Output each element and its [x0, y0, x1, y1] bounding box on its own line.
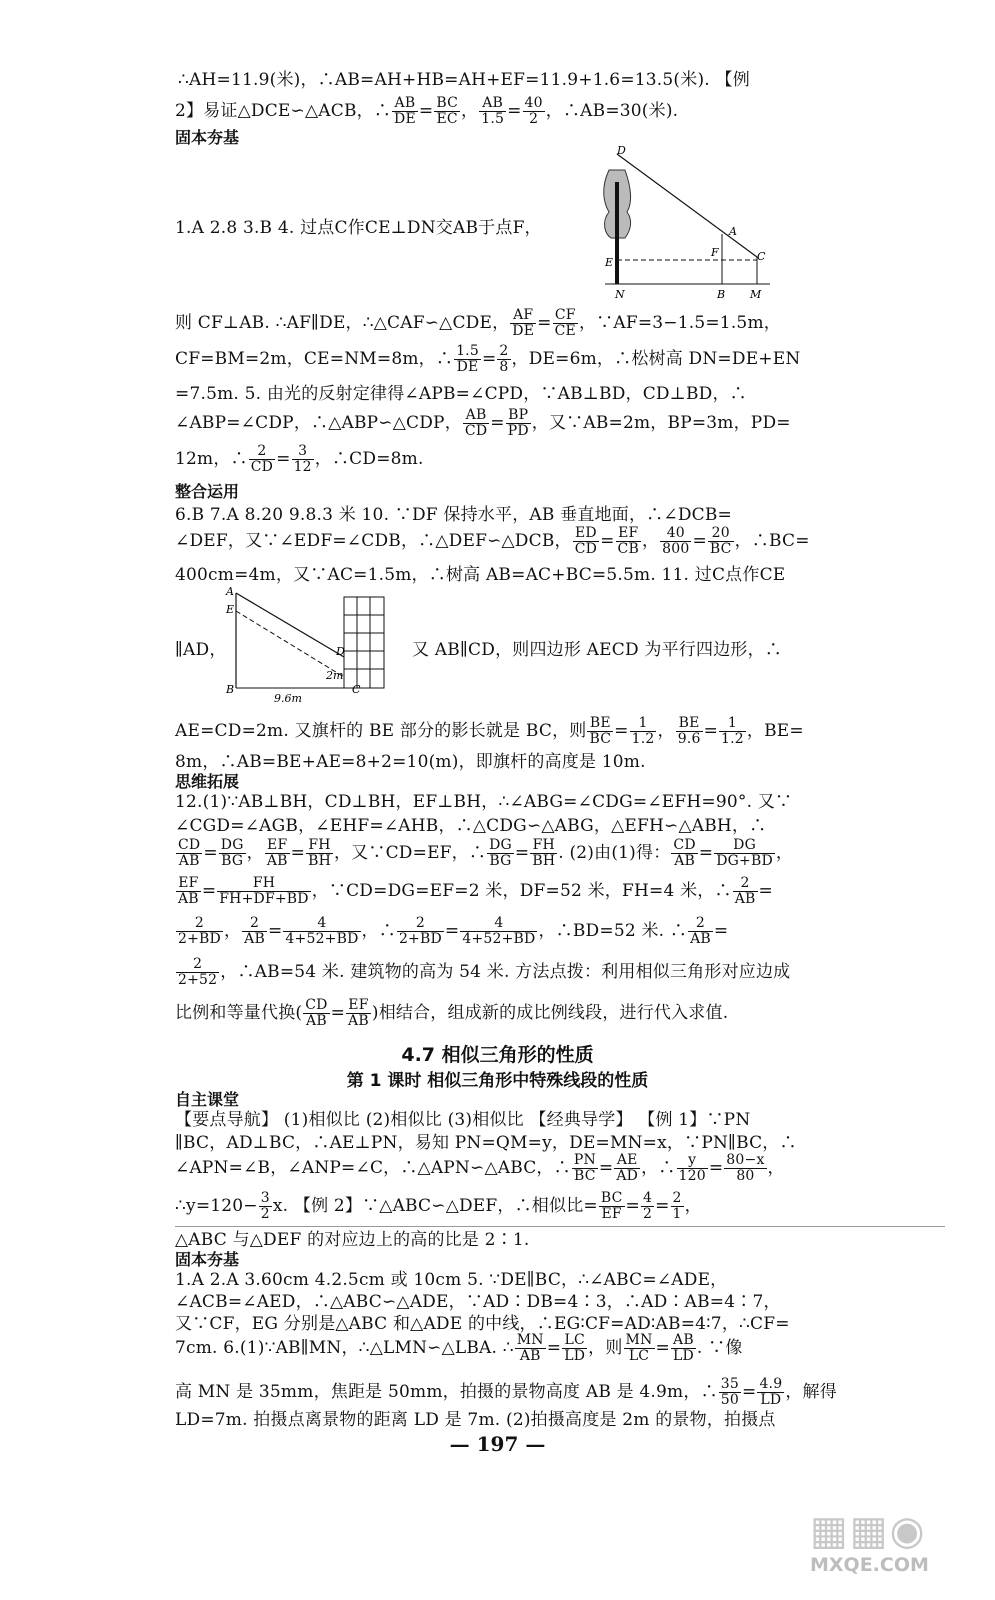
- svg-text:M: M: [750, 288, 762, 301]
- fraction: $\frac{2}{8}$: [499, 343, 509, 375]
- svg-text:A: A: [729, 225, 737, 238]
- text-line: 1.A 2.A 3.60cm 4.2.5cm 或 10cm 5. ∵DE∥BC，∴∠ABC=∠ADE，: [175, 1270, 728, 1290]
- text-line: ∠ABP=∠CDP，∴△ABP∽△CDP， $\frac{AB}{CD}$ = $\frac{BP}{PD}$ ，又∵AB=2m，BP=3m，PD=: [175, 407, 791, 439]
- fraction: $\frac{4}{4+52+BD}$: [462, 915, 536, 947]
- text-span: ，又∵AB=2m，BP=3m，PD=: [531, 413, 791, 433]
- text-line: 7cm. 6.(1)∵AB∥MN，∴△LMN∽△LBA. ∴ $\frac{MN}{AB}$ = $\frac{LC}{LD}$ ，则 $\frac{MN}{LC}$ = $\frac{AB}{LD}$ . ∵像: [175, 1332, 743, 1364]
- fraction: $\frac{CD}{AB}$: [305, 997, 328, 1029]
- lesson-subtitle: 第 1 课时 相似三角形中特殊线段的性质: [346, 1071, 649, 1091]
- text-span: ∠APN=∠B，∠ANP=∠C，∴△APN∽△ABC，∴: [175, 1158, 571, 1178]
- text-line: 1.A 2.8 3.B 4. 过点C作CE⊥DN交AB于点F，: [175, 218, 542, 238]
- text-span: ，又∵CD=EF，∴: [333, 843, 487, 863]
- text-span: AE=CD=2m. 又旗杆的 BE 部分的影长就是 BC，则: [175, 721, 587, 741]
- svg-text:N: N: [615, 288, 625, 301]
- fraction: $\frac{PN}{BC}$: [573, 1152, 596, 1184]
- text-span: 12m，∴: [175, 449, 248, 469]
- fraction: $\frac{FH}{BH}$: [308, 837, 331, 869]
- text-line: $\frac{2}{2+BD}$ ， $\frac{2}{AB}$ = $\frac{4}{4+52+BD}$ ，∴ $\frac{2}{2+BD}$ = $\frac{4}{4+52+BD}$ ，∴BD=52 米. ∴ $\frac{2}{AB}$ =: [178, 915, 729, 947]
- flagpole-figure: [222, 585, 402, 705]
- fraction: $\frac{20}{BC}$: [709, 525, 732, 557]
- text-span: 比例和等量代换: [175, 1003, 296, 1023]
- fraction: $\frac{BP}{PD}$: [507, 407, 529, 439]
- fraction: $\frac{4.9}{LD}$: [759, 1376, 783, 1408]
- fraction: $\frac{1}{1.2}$: [721, 715, 744, 747]
- text-span: ，BE=: [746, 721, 804, 741]
- text-line: 又∵CF，EG 分别是△ABC 和△ADE 的中线，∴EG∶CF=AD∶AB=4∶7，∴CF=: [175, 1314, 790, 1334]
- fraction: $\frac{EF}{AB}$: [266, 837, 288, 869]
- text-line: ∠CGD=∠AGB，∠EHF=∠AHB，∴△CDG∽△ABG，△EFH∽△ABH，∴: [175, 816, 767, 836]
- fraction: $\frac{CD}{AB}$: [673, 837, 696, 869]
- text-line: ∴y=120− $\frac{3}{2}$ x. 【例 2】∵△ABC∽△DEF，∴相似比= $\frac{BC}{EF}$ = $\frac{4}{2}$ = $\frac{2}{1}$ ，: [175, 1190, 702, 1222]
- fraction: $\frac{EF}{AB}$: [348, 997, 369, 1029]
- fraction: $\frac{MN}{AB}$: [516, 1332, 544, 1364]
- text-line: ∴AH=11.9(米)，∴AB=AH+HB=AH+EF=11.9+1.6=13.5(米). 【例: [178, 70, 750, 90]
- text-span: ∠ABP=∠CDP，∴△ABP∽△CDP，: [175, 413, 462, 433]
- watermark-text: MXQE.COM: [810, 1554, 929, 1576]
- fraction: $\frac{40}{800}$: [662, 525, 690, 557]
- fraction: $\frac{4}{2}$: [642, 1190, 653, 1222]
- fraction: $\frac{80-x}{80}$: [726, 1152, 765, 1184]
- fraction: $\frac{EF}{CB}$: [617, 525, 639, 557]
- fraction: $\frac{40}{2}$: [524, 95, 543, 127]
- fraction: $\frac{2}{1}$: [672, 1190, 682, 1222]
- text-span: . ∵像: [696, 1338, 743, 1358]
- text-span: 2】易证△DCE∽△ACB，∴: [175, 101, 392, 121]
- svg-text:C: C: [757, 250, 766, 263]
- text-line: ∥BC，AD⊥BC，∴AE⊥PN，易知 PN=QM=y，DE=MN=x，∵PN∥BC，∴: [175, 1133, 797, 1153]
- fraction: $\frac{LC}{LD}$: [564, 1332, 586, 1364]
- fraction: $\frac{1.5}{DE}$: [456, 343, 479, 375]
- watermark-logo: ▦▦◉ MXQE.COM: [810, 1508, 980, 1588]
- text-line: ∠APN=∠B，∠ANP=∠C，∴△APN∽△ABC，∴ $\frac{PN}{BC}$ = $\frac{AE}{AD}$ ，∴ $\frac{y}{120}$ = $\frac{80-x}{80}$ ，: [175, 1152, 785, 1184]
- text-span: ，∵CD=DG=EF=2 米，DF=52 米，FH=4 米，∴: [311, 881, 732, 901]
- text-line: ∥AD，: [175, 640, 227, 660]
- text-line: 高 MN 是 35mm，焦距是 50mm，拍摄的景物高度 AB 是 4.9m，∴ $\frac{35}{50}$ = $\frac{4.9}{LD}$ ，解得: [175, 1376, 837, 1408]
- text-line: ∠DEF，又∵∠EDF=∠CDB，∴△DEF∽△DCB， $\frac{ED}{CD}$ = $\frac{EF}{CB}$ ， $\frac{40}{800}$ = $\frac{20}{BC}$ ，∴BC=: [175, 525, 810, 557]
- svg-text:D: D: [617, 144, 626, 157]
- fraction: $\frac{3}{12}$: [293, 443, 312, 475]
- text-span: ∴y=120−: [175, 1196, 258, 1216]
- svg-text:D: D: [336, 645, 345, 658]
- divider: [175, 1226, 945, 1227]
- text-line: 【要点导航】 (1)相似比 (2)相似比 (3)相似比 【经典导学】 【例 1】∵PN: [175, 1110, 751, 1130]
- fraction: $\frac{2}{AB}$: [734, 875, 756, 907]
- fraction: $\frac{BE}{BC}$: [589, 715, 612, 747]
- section-title: 4.7 相似三角形的性质: [401, 1044, 594, 1066]
- text-line: $\frac{CD}{AB}$ = $\frac{DG}{BG}$ ， $\frac{EF}{AB}$ = $\frac{FH}{BH}$ ，又∵CD=EF，∴ $\frac{DG}{BG}$ = $\frac{FH}{BH}$ . (2)由(1)得： $\frac{CD}{AB}$ = $\frac{DG}{DG+BD}$ ，: [178, 837, 794, 869]
- text-line: 2】易证△DCE∽△ACB，∴ $\frac{AB}{DE}$ = $\frac{BC}{EC}$ ， $\frac{AB}{1.5}$ = $\frac{40}{2}$ ，∴AB=30(米).: [175, 95, 679, 127]
- svg-text:9.6m: 9.6m: [274, 692, 302, 705]
- fraction: $\frac{35}{50}$: [720, 1376, 739, 1408]
- fraction: $\frac{DG}{DG+BD}$: [716, 837, 773, 869]
- text-line: [175, 955, 995, 989]
- text-span: ，则: [588, 1338, 623, 1358]
- fraction: $\frac{FH}{FH+DF+BD}$: [219, 875, 309, 907]
- svg-text:2m: 2m: [326, 669, 344, 682]
- fraction: $\frac{BC}{EF}$: [600, 1190, 623, 1222]
- fraction: $\frac{BC}{EC}$: [436, 95, 459, 127]
- text-span: . (2)由(1)得：: [558, 843, 671, 863]
- text-line: CF=BM=2m，CE=NM=8m，∴ $\frac{1.5}{DE}$ = $\frac{2}{8}$ ，DE=6m，∴松树高 DN=DE+EN: [175, 343, 801, 375]
- text-line: $\frac{EF}{AB}$ = $\frac{FH}{FH+DF+BD}$ ，∵CD=DG=EF=2 米，DF=52 米，FH=4 米，∴ $\frac{2}{AB}$ =: [178, 875, 773, 907]
- text-line: ∠ACB=∠AED，∴△ABC∽△ADE，∵AD∶DB=4∶3，∴AD∶AB=4∶7，: [175, 1292, 781, 1312]
- text-span: ，∴BD=52 米. ∴: [538, 921, 688, 941]
- svg-text:B: B: [717, 288, 726, 301]
- fraction: $\frac{ED}{CD}$: [574, 525, 598, 557]
- svg-text:A: A: [226, 585, 234, 598]
- text-line: 比例和等量代换( $\frac{CD}{AB}$ = $\frac{EF}{AB}$ )相结合，组成新的成比例线段，进行代入求值.: [175, 997, 729, 1029]
- fraction: $\frac{4}{4+52+BD}$: [285, 915, 359, 947]
- fraction: $\frac{CF}{CE}$: [554, 307, 576, 339]
- text-span: 高 MN 是 35mm，焦距是 50mm，拍摄的景物高度 AB 是 4.9m，∴: [175, 1382, 718, 1402]
- svg-text:E: E: [605, 256, 614, 269]
- fraction: $\frac{DG}{BG}$: [489, 837, 512, 869]
- fraction: $\frac{DG}{BG}$: [220, 837, 244, 869]
- section-heading: 自主课堂: [175, 1090, 240, 1109]
- svg-text:F: F: [711, 246, 719, 259]
- fraction: $\frac{CD}{AB}$: [178, 837, 201, 869]
- fraction: $\frac{2}{CD}$: [250, 443, 274, 475]
- fraction: $\frac{AB}{CD}$: [464, 407, 488, 439]
- section-heading: 固本夯基: [175, 128, 240, 147]
- text-span: ，∵AF=3−1.5=1.5m，: [578, 313, 781, 333]
- text-span: ，∴AB=54 米. 建筑物的高为 54 米. 方法点拨：利用相似三角形对应边成: [220, 962, 791, 982]
- text-span: x. 【例 2】∵△ABC∽△DEF，∴相似比=: [272, 1196, 598, 1216]
- section-heading: 思维拓展: [175, 772, 240, 791]
- fraction: $\frac{2}{2+BD}$: [398, 915, 442, 947]
- fraction: $\frac{1}{1.2}$: [631, 715, 655, 747]
- text-line: 6.B 7.A 8.20 9.8.3 米 10. ∵DF 保持水平，AB 垂直地面，∴∠DCB=: [175, 505, 732, 525]
- section-heading: 整合运用: [175, 482, 240, 501]
- fraction: $\frac{2}{2+52}$: [178, 956, 218, 988]
- text-span: CF=BM=2m，CE=NM=8m，∴: [175, 349, 454, 369]
- section-heading: 固本夯基: [175, 1250, 240, 1269]
- text-span: 则 CF⊥AB. ∴AF∥DE，∴△CAF∽△CDE，: [175, 313, 510, 333]
- text-line: △ABC 与△DEF 的对应边上的高的比是 2∶1.: [175, 1230, 530, 1250]
- fraction: $\frac{2}{2+BD}$: [178, 915, 221, 947]
- text-line: =7.5m. 5. 由光的反射定律得∠APB=∠CPD，∵AB⊥BD，CD⊥BD，∴: [175, 384, 747, 404]
- text-span: 相结合，组成新的成比例线段，进行代入求值.: [378, 1003, 729, 1023]
- fraction: $\frac{AB}{DE}$: [394, 95, 416, 127]
- page-number-value: 197: [476, 1432, 519, 1456]
- fraction: $\frac{EF}{AB}$: [178, 875, 199, 907]
- fraction: $\frac{2}{AB}$: [244, 915, 265, 947]
- fraction: $\frac{AF}{DE}$: [512, 307, 535, 339]
- fraction: $\frac{FH}{BH}$: [532, 837, 556, 869]
- text-line: 400cm=4m，又∵AC=1.5m，∴树高 AB=AC+BC=5.5m. 11. 过C点作CE: [175, 565, 786, 585]
- fraction: $\frac{2}{AB}$: [690, 915, 711, 947]
- text-line: 又 AB∥CD，则四边形 AECD 为平行四边形，∴: [412, 640, 782, 660]
- text-span: ，∴BC=: [734, 531, 810, 551]
- text-span: ，DE=6m，∴松树高 DN=DE+EN: [511, 349, 801, 369]
- text-span: 7cm. 6.(1)∵AB∥MN，∴△LMN∽△LBA. ∴: [175, 1338, 514, 1358]
- fraction: $\frac{AB}{1.5}$: [481, 95, 505, 127]
- text-line: 12m，∴ $\frac{2}{CD}$ = $\frac{3}{12}$ ，∴CD=8m.: [175, 443, 424, 475]
- fraction: $\frac{AE}{AD}$: [616, 1152, 639, 1184]
- svg-text:B: B: [226, 683, 235, 696]
- text-line: 12.(1)∵AB⊥BH，CD⊥BH，EF⊥BH，∴∠ABG=∠CDG=∠EFH=90°. 又∵: [175, 792, 793, 812]
- fraction: $\frac{MN}{LC}$: [625, 1332, 653, 1364]
- text-line: AE=CD=2m. 又旗杆的 BE 部分的影长就是 BC，则 $\frac{BE}{BC}$ = $\frac{1}{1.2}$ ， $\frac{BE}{9.6}$ = $\frac{1}{1.2}$ ，BE=: [175, 715, 804, 747]
- fraction: $\frac{BE}{9.6}$: [677, 715, 701, 747]
- text-line: 8m，∴AB=BE+AE=8+2=10(m)，即旗杆的高度是 10m.: [175, 752, 646, 772]
- text-line: 则 CF⊥AB. ∴AF∥DE，∴△CAF∽△CDE， $\frac{AF}{DE}$ = $\frac{CF}{CE}$ ，∵AF=3−1.5=1.5m，: [175, 307, 781, 339]
- text-span: ∠DEF，又∵∠EDF=∠CDB，∴△DEF∽△DCB，: [175, 531, 572, 551]
- svg-text:E: E: [226, 603, 235, 616]
- text-span: ，解得: [785, 1382, 837, 1402]
- fraction: $\frac{AB}{LD}$: [672, 1332, 694, 1364]
- page-number: — 197 —: [449, 1432, 546, 1456]
- text-line: LD=7m. 拍摄点离景物的距离 LD 是 7m. (2)拍摄高度是 2m 的景物，拍摄点: [175, 1410, 776, 1430]
- svg-text:C: C: [352, 683, 361, 696]
- text-span: ，∴AB=30(米).: [545, 101, 679, 121]
- text-span: ，∴: [361, 921, 396, 941]
- text-span: ，∴CD=8m.: [314, 449, 424, 469]
- text-span: ，: [461, 101, 479, 121]
- fraction: $\frac{y}{120}$: [678, 1152, 706, 1184]
- fraction: $\frac{3}{2}$: [260, 1190, 270, 1222]
